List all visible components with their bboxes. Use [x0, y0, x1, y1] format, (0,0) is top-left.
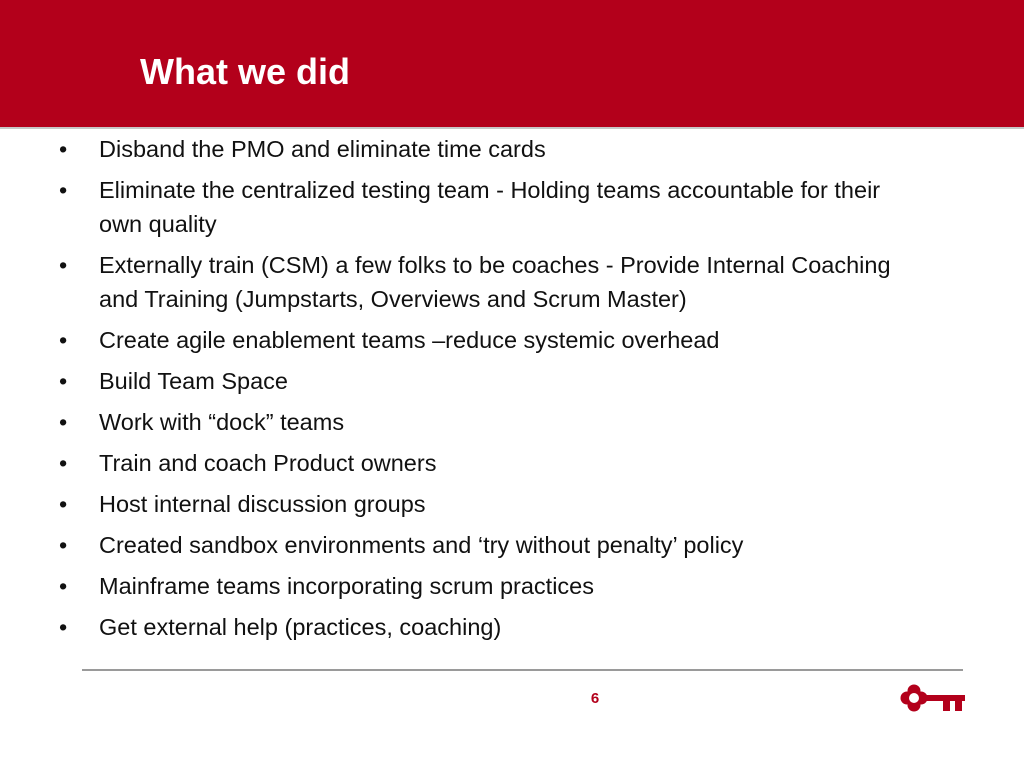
bullet-text: Mainframe teams incorporating scrum practices: [99, 573, 594, 599]
key-logo-icon: [899, 683, 965, 713]
bullet-item: [56, 405, 916, 439]
bullet-text: Train and coach Product owners: [99, 450, 437, 476]
bullet-marker: •: [59, 532, 68, 558]
bullet-item: [56, 173, 916, 241]
footer-divider: [82, 669, 963, 671]
bullet-item: [56, 364, 916, 398]
bullet-marker: •: [59, 368, 68, 394]
bullet-marker: •: [59, 614, 68, 640]
bullet-marker: •: [59, 252, 68, 278]
bullet-item: [56, 487, 916, 521]
bullet-text: Create agile enablement teams –reduce systemic overhead: [99, 327, 720, 353]
bullet-item: [56, 569, 916, 603]
bullet-marker: •: [59, 491, 68, 517]
bullet-item: [56, 610, 916, 644]
bullet-text: Externally train (CSM) a few folks to be coaches - Provide Internal Coaching and Training (Jumpstarts, Overviews and Scrum Master): [99, 252, 891, 312]
slide-title: What we did: [140, 51, 350, 92]
bullet-text: Get external help (practices, coaching): [99, 614, 502, 640]
bullet-list: [56, 132, 916, 651]
bullet-text: Eliminate the centralized testing team - Holding teams accountable for their own quality: [99, 177, 881, 237]
bullet-marker: •: [59, 450, 68, 476]
bullet-item: [56, 323, 916, 357]
title-bar: [0, 0, 1024, 127]
bullet-text: Disband the PMO and eliminate time cards: [99, 136, 546, 162]
bullet-text: Created sandbox environments and ‘try without penalty’ policy: [99, 532, 744, 558]
bullet-item: [56, 132, 916, 166]
bullet-item: [56, 248, 916, 316]
bullet-item: [56, 446, 916, 480]
page-number: 6: [590, 690, 600, 707]
bullet-item: [56, 528, 916, 562]
bullet-text: Build Team Space: [99, 368, 288, 394]
bullet-text: Host internal discussion groups: [99, 491, 426, 517]
bullet-marker: •: [59, 136, 68, 162]
title-bar-divider: [0, 127, 1024, 129]
bullet-marker: •: [59, 177, 68, 203]
bullet-marker: •: [59, 327, 68, 353]
bullet-marker: •: [59, 409, 68, 435]
bullet-text: Work with “dock” teams: [99, 409, 345, 435]
bullet-marker: •: [59, 573, 68, 599]
